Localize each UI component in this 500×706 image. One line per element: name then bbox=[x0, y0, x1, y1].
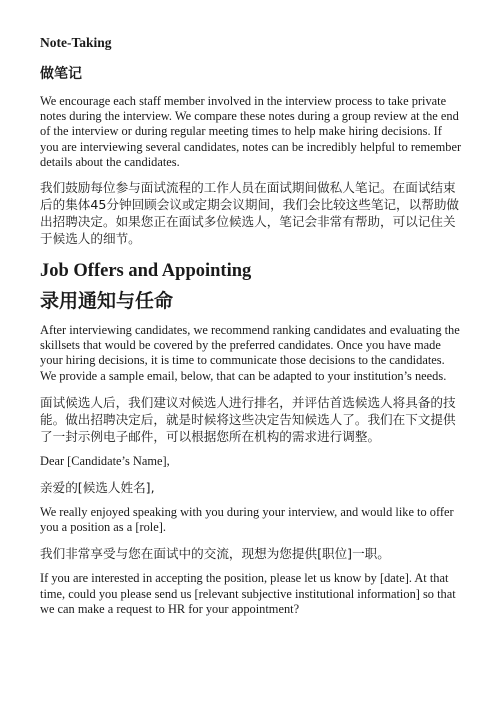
email-salutation-en: Dear [Candidate’s Name], bbox=[40, 453, 170, 468]
section-heading-job-offers-zh: 录用通知与任命 bbox=[40, 290, 174, 313]
section-heading-job-offers-en: Job Offers and Appointing bbox=[40, 261, 252, 282]
email-acceptance-paragraph-en: If you are interested in accepting the position, please let us know by [date]. At that time, could you please send us [relevant subjective institutional information] so that we can make a request to HR for your appointment? bbox=[40, 571, 456, 616]
section-heading-note-taking-zh: 做笔记 bbox=[40, 66, 82, 82]
paragraph-after-interviewing-zh: 面试候选人后，我们建议对候选人进行排名，并评估首选候选人将具备的技能。做出招聘决定后，就是时候将这些决定告知候选人了。我们在下文提供了一封示例电子邮件，可以根据您所在机构的需求进行调整。 bbox=[40, 394, 456, 444]
email-offer-paragraph-en: We really enjoyed speaking with you during your interview, and would like to offer you a position as a [role]. bbox=[40, 505, 454, 535]
paragraph-after-interviewing-en: After interviewing candidates, we recommend ranking candidates and evaluating the skillsets that would be covered by the preferred candidates. Once you have made your hiring decisions, it is time to communicate those decisions to the candidates. We provide a sample email, below, that can be adapted to your institution’s needs. bbox=[40, 323, 460, 383]
email-offer-paragraph-zh: 我们非常享受与您在面试中的交流，现想为您提供[职位]一职。 bbox=[40, 546, 390, 562]
paragraph-note-taking-zh: 我们鼓励每位参与面试流程的工作人员在面试期间做私人笔记。在面试结束后的集体45分钟回顾会议或定期会议期间，我们会比较这些笔记，以帮助做出招聘决定。如果您正在面试多位候选人，笔记会非常有帮助，可以记住关于候选人的细节。 bbox=[40, 180, 460, 247]
paragraph-note-taking-en: We encourage each staff member involved in the interview process to take private notes during the interview. We compare these notes during a group review at the end of the interview or during regular meeting times to help make hiring decisions. If you are interviewing several candidates, notes can be incredibly helpful to remember details about the candidates. bbox=[40, 94, 462, 169]
section-heading-note-taking-en: Note-Taking bbox=[40, 35, 112, 50]
document-content bbox=[40, 34, 462, 617]
email-salutation-zh: 亲爱的[候选人姓名], bbox=[40, 480, 155, 496]
